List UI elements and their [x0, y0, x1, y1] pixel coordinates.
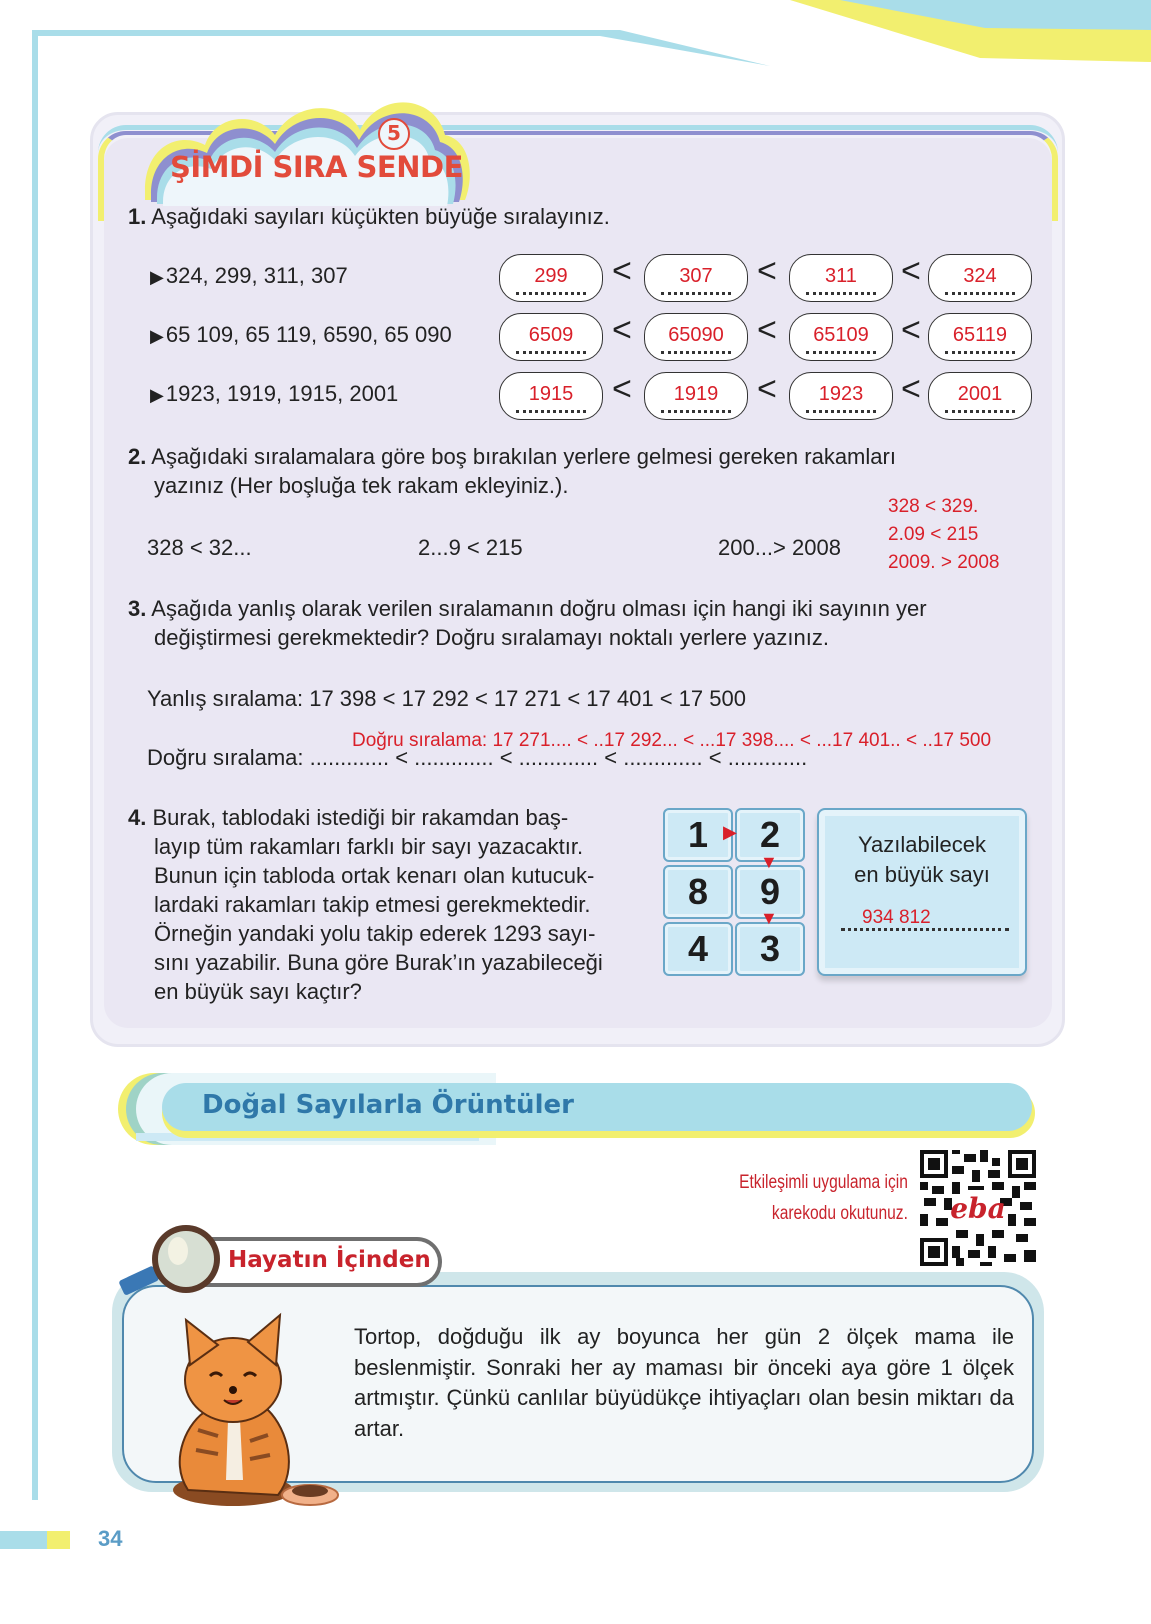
triangle-bullet-icon: ▶: [150, 326, 164, 346]
less-than-sign: <: [612, 311, 632, 349]
less-than-sign: <: [757, 252, 777, 290]
answer-pill[interactable]: 1923: [789, 372, 893, 420]
grid-cell: 2: [735, 808, 805, 862]
q3-wrong-order: Yanlış sıralama: 17 398 < 17 292 < 17 271 < 17 401 < 17 500: [147, 686, 746, 711]
cat-illustration: [148, 1310, 348, 1510]
page-frame-diagonal: [600, 30, 780, 70]
q1-row-2-given: ▶65 109, 65 119, 6590, 65 090: [150, 322, 452, 347]
q3-answer: Doğru sıralama: 17 271.... < ..17 292... < ...17 398.... < ...17 401.. < ..17 500: [352, 730, 992, 751]
triangle-bullet-icon: ▶: [150, 267, 164, 287]
page-number: 34: [98, 1526, 123, 1551]
q3-prompt: 3. Aşağıda yanlış olarak verilen sıralamanın doğru olması için hangi iki sayının yer değiştirmesi gerekmektedir? Doğru sıralamayı noktalı yerlere yazınız.: [128, 596, 927, 650]
answer-pill[interactable]: 1919: [644, 372, 748, 420]
grid-cell: 3: [735, 922, 805, 976]
q4-answer: 934 812: [862, 907, 931, 928]
result-box: Yazılabilecek en büyük sayı 934 812: [817, 808, 1027, 976]
q2-prompt: 2. Aşağıdaki sıralamalara göre boş bırakılan yerlere gelmesi gereken rakamları yazınız (Her boşluğa tek rakam ekleyiniz.).: [128, 444, 896, 498]
q2-item-2: 2...9 < 215: [418, 535, 523, 560]
grid-cell: 4: [663, 922, 733, 976]
section-title: Doğal Sayılarla Örüntüler: [202, 1090, 574, 1120]
answer-pill[interactable]: 65090: [644, 313, 748, 361]
answer-pill[interactable]: 311: [789, 254, 893, 302]
qr-code-icon[interactable]: [920, 1150, 1036, 1266]
eba-logo: eba: [950, 1192, 1006, 1225]
page-frame-left: [32, 30, 38, 1500]
less-than-sign: <: [757, 311, 777, 349]
page-number-decoration: [0, 1531, 47, 1549]
answer-pill[interactable]: 1915: [499, 372, 603, 420]
less-than-sign: <: [901, 252, 921, 290]
qr-caption: Etkileşimli uygulama için karekodu okutunuz.: [739, 1172, 908, 1224]
exercise-number-badge: 5: [378, 118, 410, 150]
less-than-sign: <: [612, 252, 632, 290]
exercise-title: ŞİMDİ SIRA SENDE: [170, 150, 463, 184]
less-than-sign: <: [612, 370, 632, 408]
q1-prompt: 1. Aşağıdaki sayıları küçükten büyüğe sıralayınız.: [128, 204, 610, 229]
q1-row-1-given: ▶324, 299, 311, 307: [150, 263, 348, 288]
grid-cell: 9: [735, 865, 805, 919]
answer-pill[interactable]: 307: [644, 254, 748, 302]
q1-row-3-given: ▶1923, 1919, 1915, 2001: [150, 381, 399, 406]
answer-pill[interactable]: 65119: [928, 313, 1032, 361]
less-than-sign: <: [901, 370, 921, 408]
page-number-decoration: [47, 1531, 70, 1549]
answer-pill[interactable]: 6509: [499, 313, 603, 361]
q2-answer-2: 2.09 < 215: [888, 524, 979, 545]
arrow-down-icon: ▼: [760, 852, 778, 872]
answer-pill[interactable]: 299: [499, 254, 603, 302]
arrow-right-icon: ▶: [723, 822, 737, 842]
answer-pill[interactable]: 324: [928, 254, 1032, 302]
life-tag-label: Hayatın İçinden: [228, 1247, 431, 1273]
q2-answer-1: 328 < 329.: [888, 496, 979, 517]
q2-item-1: 328 < 32...: [147, 535, 252, 560]
answer-pill[interactable]: 65109: [789, 313, 893, 361]
triangle-bullet-icon: ▶: [150, 385, 164, 405]
q2-item-3: 200...> 2008: [718, 535, 841, 560]
less-than-sign: <: [901, 311, 921, 349]
q3-correct-order-blank: Doğru sıralama: ............. < ............. < ............. < ............. < .............: [147, 745, 808, 770]
arrow-down-icon: ▼: [760, 908, 778, 928]
magnifier-icon: [118, 1223, 228, 1303]
grid-cell: 8: [663, 865, 733, 919]
page-frame-top: [32, 30, 612, 36]
q4-prompt: 4. Burak, tablodaki istediği bir rakamdan baş- layıp tüm rakamları farklı bir sayı yazacaktır. Bunun için tabloda ortak kenarı olan kutucuk- lardaki rakamları takip etmesi gerekmektedir. Örneğin yandaki yolu takip ederek 1293 sayı- sını yazabilir. Buna göre Burak’ın yazabileceği en büyük sayı kaçtır?: [128, 805, 603, 1004]
q2-answer-3: 2009. > 2008: [888, 552, 1000, 573]
life-text: Tortop, doğduğu ilk ay boyunca her gün 2 ölçek mama ile beslenmiştir. Sonraki her ay maması bir önceki aya göre 1 ölçek artmıştır. Çünkü canlılar büyüdükçe ihtiyaçları olan besin miktarı da artar.: [354, 1324, 1014, 1441]
less-than-sign: <: [757, 370, 777, 408]
grid-cell: 1: [663, 808, 733, 862]
answer-pill[interactable]: 2001: [928, 372, 1032, 420]
